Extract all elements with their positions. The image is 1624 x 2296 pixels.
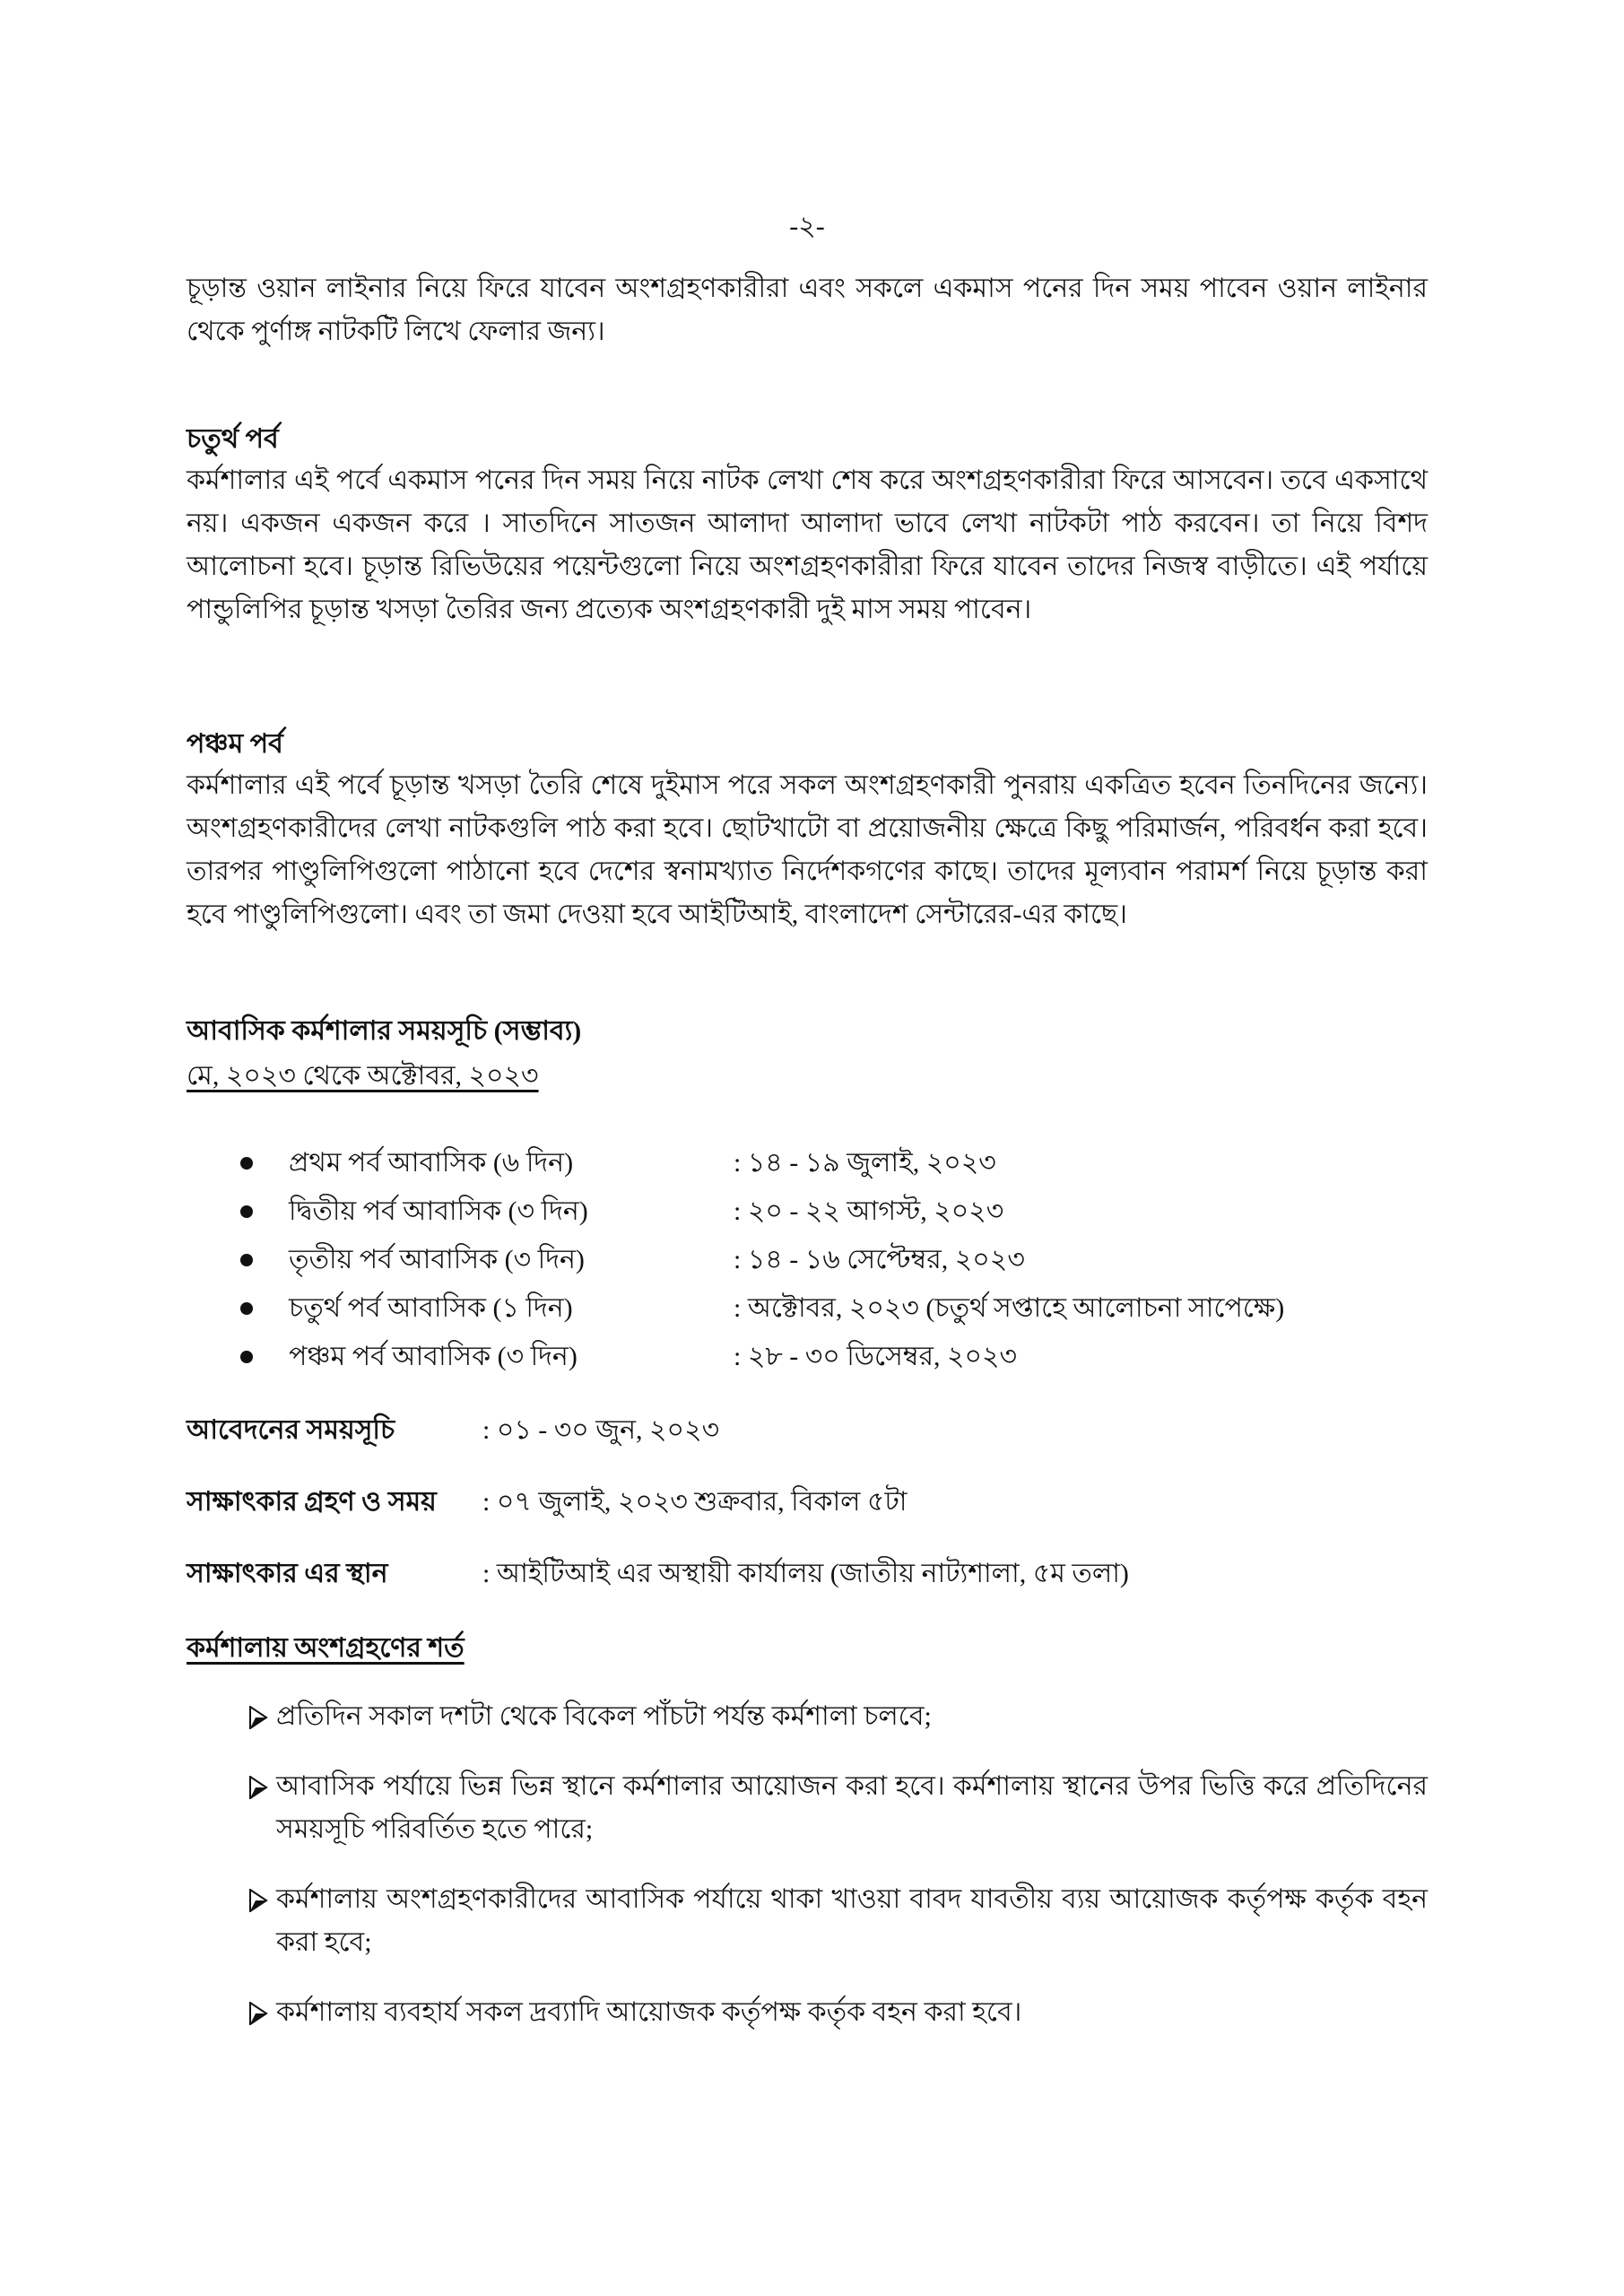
arrow-bullet-icon xyxy=(240,1706,276,1729)
schedule-item xyxy=(240,1284,1284,1333)
schedule-title: আবাসিক কর্মশালার সময়সূচি (সম্ভাব্য) xyxy=(187,1016,582,1046)
arrow-bullet-icon xyxy=(240,1776,276,1799)
info-value: : ০৭ জুলাই, ২০২৩ শুক্রবার, বিকাল ৫টা xyxy=(482,1487,908,1517)
schedule-item-date: : ২৮ - ৩০ ডিসেম্বর, ২০২৩ xyxy=(734,1341,1018,1371)
bullet-icon xyxy=(240,1157,253,1170)
schedule-item-name: চতুর্থ পর্ব আবাসিক (১ দিন) xyxy=(289,1292,573,1323)
schedule-item-date: : অক্টোবর, ২০২৩ (চতুর্থ সপ্তাহে আলোচনা সাপেক্ষে) xyxy=(734,1292,1285,1323)
info-value: : আইটিআই এর অস্থায়ী কার্যালয় (জাতীয় নাট্যশালা, ৫ম তলা) xyxy=(482,1559,1129,1588)
info-label: আবেদনের সময়সূচি xyxy=(187,1415,395,1445)
info-row-interview-place xyxy=(187,1556,1129,1592)
schedule-item xyxy=(240,1139,1284,1187)
info-label: সাক্ষাৎকার গ্রহণ ও সময় xyxy=(187,1487,437,1517)
schedule-list xyxy=(240,1139,1284,1381)
info-value: : ০১ - ৩০ জুন, ২০২৩ xyxy=(482,1415,720,1445)
schedule-item-name: পঞ্চম পর্ব আবাসিক (৩ দিন) xyxy=(289,1341,578,1371)
bullet-icon xyxy=(240,1351,253,1363)
condition-text: আবাসিক পর্যায়ে ভিন্ন ভিন্ন স্থানে কর্মশালার আয়োজন করা হবে। কর্মশালায় স্থানের উপর ভিত্তি করে প্রতিদিনের সময়সূচি পরিবর্তিত হতে পারে; xyxy=(276,1771,1428,1844)
condition-item xyxy=(240,1765,1428,1851)
page-number: -২- xyxy=(789,212,825,241)
bullet-icon xyxy=(240,1205,253,1218)
info-label: সাক্ষাৎকার এর স্থান xyxy=(187,1559,388,1588)
section-heading-fourth: চতুর্থ পর্ব xyxy=(187,424,279,454)
conditions-title: কর্মশালায় অংশগ্রহণের শর্ত xyxy=(187,1633,465,1663)
section-body-fifth: কর্মশালার এই পর্বে চূড়ান্ত খসড়া তৈরি শেষে দুইমাস পরে সকল অংশগ্রহণকারী পুনরায় একত্রিত হবেন তিনদিনের জন্যে। অংশগ্রহণকারীদের লেখা নাটকগুলি পাঠ করা হবে। ছোটখাটো বা প্রয়োজনীয় ক্ষেত্রে কিছু পরিমার্জন, পরিবর্ধন করা হবে। তারপর পাণ্ডুলিপিগুলো পাঠানো হবে দেশের স্বনামখ্যাত নির্দেশকগণের কাছে। তাদের মূল্যবান পরামর্শ নিয়ে চূড়ান্ত করা হবে পাণ্ডুলিপিগুলো। এবং তা জমা দেওয়া হবে আইটিআই, বাংলাদেশ সেন্টারের-এর কাছে। xyxy=(187,770,1428,929)
arrow-bullet-icon xyxy=(240,2002,276,2025)
info-row-application xyxy=(187,1413,719,1448)
bullet-icon xyxy=(240,1254,253,1266)
info-row-interview-time xyxy=(187,1484,908,1520)
arrow-bullet-icon xyxy=(240,1889,276,1912)
schedule-item-date: : ১৪ - ১৬ সেপ্টেম্বর, ২০২৩ xyxy=(734,1244,1025,1274)
schedule-item-date: : ১৪ - ১৯ জুলাই, ২০২৩ xyxy=(734,1147,996,1178)
schedule-item xyxy=(240,1236,1284,1284)
condition-item xyxy=(240,1695,1428,1738)
schedule-item-name: তৃতীয় পর্ব আবাসিক (৩ দিন) xyxy=(289,1244,585,1274)
schedule-item xyxy=(240,1333,1284,1381)
conditions-list xyxy=(240,1695,1428,2061)
condition-text: কর্মশালায় অংশগ্রহণকারীদের আবাসিক পর্যায়ে থাকা খাওয়া বাবদ যাবতীয় ব্যয় আয়োজক কর্তৃপক্ষ কর্তৃক বহন করা হবে; xyxy=(276,1884,1428,1957)
section-body-fourth: কর্মশালার এই পর্বে একমাস পনের দিন সময় নিয়ে নাটক লেখা শেষ করে অংশগ্রহণকারীরা ফিরে আসবেন। তবে একসাথে নয়। একজন একজন করে । সাতদিনে সাতজন আলাদা আলাদা ভাবে লেখা নাটকটা পাঠ করবেন। তা নিয়ে বিশদ আলোচনা হবে। চূড়ান্ত রিভিউয়ের পয়েন্টগুলো নিয়ে অংশগ্রহণকারীরা ফিরে যাবেন তাদের নিজস্ব বাড়ীতে। এই পর্যায়ে পান্ডুলিপির চূড়ান্ত খসড়া তৈরির জন্য প্রত্যেক অংশগ্রহণকারী দুই মাস সময় পাবেন। xyxy=(187,465,1428,624)
schedule-item-name: প্রথম পর্ব আবাসিক (৬ দিন) xyxy=(289,1147,574,1178)
bullet-icon xyxy=(240,1302,253,1315)
condition-text: প্রতিদিন সকাল দশটা থেকে বিকেল পাঁচটা পর্যন্ত কর্মশালা চলবে; xyxy=(276,1701,932,1731)
condition-text: কর্মশালায় ব্যবহার্য সকল দ্রব্যাদি আয়োজক কর্তৃপক্ষ কর্তৃক বহন করা হবে। xyxy=(276,1997,1022,2027)
schedule-item-name: দ্বিতীয় পর্ব আবাসিক (৩ দিন) xyxy=(289,1196,588,1226)
schedule-item-date: : ২০ - ২২ আগস্ট, ২০২৩ xyxy=(734,1196,1004,1226)
schedule-subtitle: মে, ২০২৩ থেকে অক্টোবর, ২০২৩ xyxy=(187,1061,539,1091)
section-heading-fifth: পঞ্চম পর্ব xyxy=(187,729,283,759)
schedule-item xyxy=(240,1187,1284,1236)
condition-item xyxy=(240,1878,1428,1964)
intro-paragraph: চূড়ান্ত ওয়ান লাইনার নিয়ে ফিরে যাবেন অংশগ্রহণকারীরা এবং সকলে একমাস পনের দিন সময় পাবেন ওয়ান লাইনার থেকে পুর্ণাঙ্গ নাটকটি লিখে ফেলার জন্য। xyxy=(187,274,1428,346)
condition-item xyxy=(240,1991,1428,2034)
